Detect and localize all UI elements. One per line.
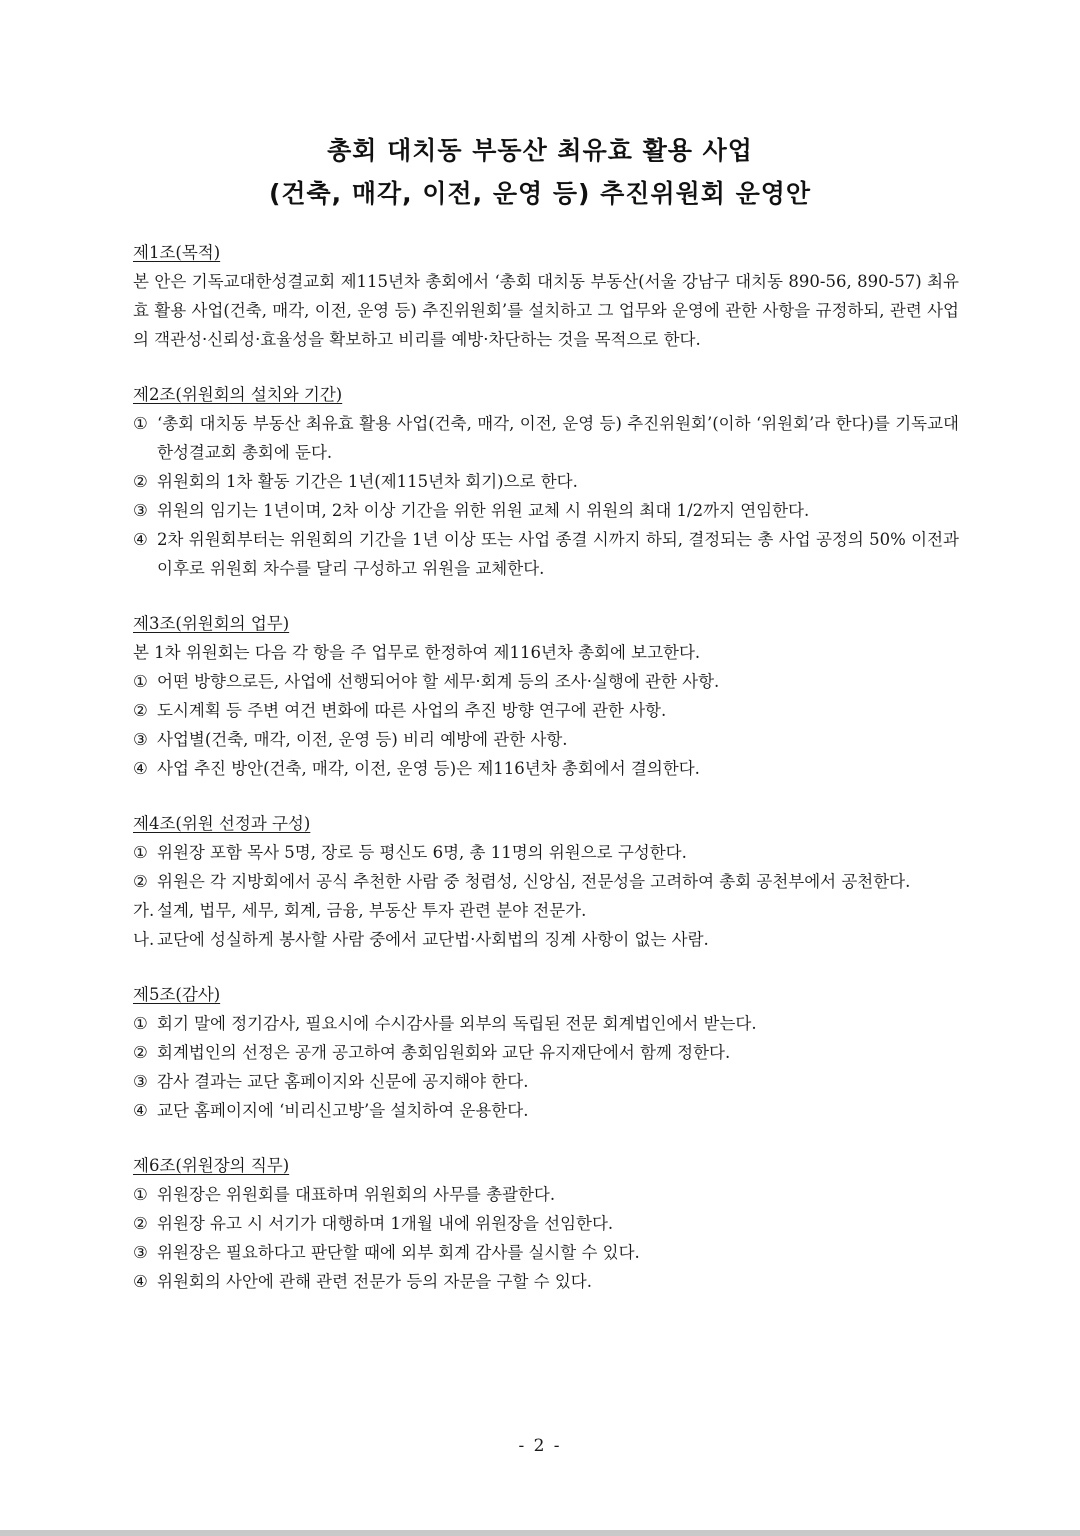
clause-marker: ③ bbox=[133, 1243, 148, 1262]
clause-marker: ① bbox=[133, 414, 148, 433]
article-clause bbox=[133, 925, 959, 954]
article-clause bbox=[133, 696, 959, 725]
clause-marker: ④ bbox=[133, 530, 148, 549]
clause-marker: ① bbox=[133, 1014, 148, 1033]
article-heading: 제6조(위원장의 직무) bbox=[133, 1156, 290, 1175]
article-section bbox=[133, 980, 959, 1125]
clause-marker: ③ bbox=[133, 501, 148, 520]
article-section bbox=[133, 238, 959, 354]
article-clause bbox=[133, 1096, 959, 1125]
clause-text: 도시계획 등 주변 여건 변화에 따른 사업의 추진 방향 연구에 관한 사항. bbox=[157, 701, 667, 720]
article-section bbox=[133, 609, 959, 783]
article-clause bbox=[133, 1009, 959, 1038]
article-heading: 제3조(위원회의 업무) bbox=[133, 614, 290, 633]
article-paragraph: 본 안은 기독교대한성결교회 제115년차 총회에서 ‘총회 대치동 부동산(서울 강남구 대치동 890-56, 890-57) 최유효 활용 사업(건축, 매각, 이전, 운영 등) 추진위원회’를 설치하고 그 업무와 운영에 관한 사항을 규정하되, 관련 사업의 객관성·신뢰성·효율성을 확보하고 비리를 예방·차단하는 것을 목적으로 한다. bbox=[133, 272, 959, 349]
clause-marker: ③ bbox=[133, 730, 148, 749]
clause-text: 2차 위원회부터는 위원회의 기간을 1년 이상 또는 사업 종결 시까지 하되, 결정되는 총 사업 공정의 50% 이전과 이후로 위원회 차수를 달리 구성하고 위원을 교체한다. bbox=[157, 530, 959, 578]
article-heading: 제4조(위원 선정과 구성) bbox=[133, 814, 311, 833]
clause-text: 위원장은 필요하다고 판단할 때에 외부 회계 감사를 실시할 수 있다. bbox=[157, 1243, 640, 1262]
article-clause bbox=[133, 667, 959, 696]
clause-marker: ② bbox=[133, 701, 148, 720]
clause-text: 설계, 법무, 세무, 회계, 금융, 부동산 투자 관련 분야 전문가. bbox=[157, 901, 587, 920]
article-paragraph: 본 1차 위원회는 다음 각 항을 주 업무로 한정하여 제116년차 총회에 보고한다. bbox=[133, 643, 701, 662]
article-clause bbox=[133, 867, 959, 896]
clause-text: 위원은 각 지방회에서 공식 추천한 사람 중 청렴성, 신앙심, 전문성을 고려하여 총회 공천부에서 공천한다. bbox=[157, 872, 911, 891]
clause-text: 어떤 방향으로든, 사업에 선행되어야 할 세무·회계 등의 조사·실행에 관한 사항. bbox=[157, 672, 720, 691]
article-clause bbox=[133, 496, 959, 525]
article-clause bbox=[133, 896, 959, 925]
document-body bbox=[133, 238, 959, 1322]
article-clause bbox=[133, 838, 959, 867]
clause-marker: 나. bbox=[133, 930, 155, 949]
document-title-line-2: (건축, 매각, 이전, 운영 등) 추진위원회 운영안 bbox=[268, 179, 812, 208]
article-clause bbox=[133, 1180, 959, 1209]
clause-marker: 가. bbox=[133, 901, 155, 920]
article-clause bbox=[133, 467, 959, 496]
clause-text: 위원회의 1차 활동 기간은 1년(제115년차 회기)으로 한다. bbox=[157, 472, 578, 491]
clause-marker: ④ bbox=[133, 1272, 148, 1291]
clause-marker: ③ bbox=[133, 1072, 148, 1091]
clause-marker: ② bbox=[133, 1043, 148, 1062]
clause-text: 위원장은 위원회를 대표하며 위원회의 사무를 총괄한다. bbox=[157, 1185, 556, 1204]
clause-text: 회계법인의 선정은 공개 공고하여 총회임원회와 교단 유지재단에서 함께 정한다. bbox=[157, 1043, 731, 1062]
clause-text: 회기 말에 정기감사, 필요시에 수시감사를 외부의 독립된 전문 회계법인에서 받는다. bbox=[157, 1014, 757, 1033]
article-clause bbox=[133, 1209, 959, 1238]
article-heading: 제5조(감사) bbox=[133, 985, 221, 1004]
clause-text: 위원장 유고 시 서기가 대행하며 1개월 내에 위원장을 선임한다. bbox=[157, 1214, 614, 1233]
clause-text: 위원회의 사안에 관해 관련 전문가 등의 자문을 구할 수 있다. bbox=[157, 1272, 592, 1291]
clause-marker: ① bbox=[133, 843, 148, 862]
page-number: - 2 - bbox=[518, 1436, 562, 1456]
article-clause bbox=[133, 725, 959, 754]
article-heading: 제1조(목적) bbox=[133, 243, 221, 262]
article-section bbox=[133, 380, 959, 583]
clause-text: ‘총회 대치동 부동산 최유효 활용 사업(건축, 매각, 이전, 운영 등) 추진위원회’(이하 ‘위원회’라 한다)를 기독교대한성결교회 총회에 둔다. bbox=[157, 414, 959, 462]
article-section bbox=[133, 1151, 959, 1296]
clause-text: 감사 결과는 교단 홈페이지와 신문에 공지해야 한다. bbox=[157, 1072, 529, 1091]
article-clause bbox=[133, 409, 959, 467]
article-clause bbox=[133, 1038, 959, 1067]
clause-marker: ① bbox=[133, 672, 148, 691]
clause-text: 위원의 임기는 1년이며, 2차 이상 기간을 위한 위원 교체 시 위원의 최대 1/2까지 연임한다. bbox=[157, 501, 810, 520]
article-section bbox=[133, 809, 959, 954]
clause-marker: ① bbox=[133, 1185, 148, 1204]
article-clause bbox=[133, 1238, 959, 1267]
clause-text: 위원장 포함 목사 5명, 장로 등 평신도 6명, 총 11명의 위원으로 구성한다. bbox=[157, 843, 687, 862]
article-clause bbox=[133, 525, 959, 583]
clause-marker: ② bbox=[133, 1214, 148, 1233]
clause-text: 교단에 성실하게 봉사할 사람 중에서 교단법·사회법의 징계 사항이 없는 사람. bbox=[157, 930, 709, 949]
article-heading: 제2조(위원회의 설치와 기간) bbox=[133, 385, 343, 404]
clause-text: 사업별(건축, 매각, 이전, 운영 등) 비리 예방에 관한 사항. bbox=[157, 730, 568, 749]
clause-text: 사업 추진 방안(건축, 매각, 이전, 운영 등)은 제116년차 총회에서 결의한다. bbox=[157, 759, 700, 778]
article-clause bbox=[133, 1267, 959, 1296]
clause-marker: ② bbox=[133, 872, 148, 891]
clause-text: 교단 홈페이지에 ‘비리신고방’을 설치하여 운용한다. bbox=[157, 1101, 529, 1120]
document-title-line-1: 총회 대치동 부동산 최유효 활용 사업 bbox=[327, 136, 753, 165]
article-clause bbox=[133, 1067, 959, 1096]
article-clause bbox=[133, 754, 959, 783]
clause-marker: ④ bbox=[133, 759, 148, 778]
clause-marker: ② bbox=[133, 472, 148, 491]
clause-marker: ④ bbox=[133, 1101, 148, 1120]
